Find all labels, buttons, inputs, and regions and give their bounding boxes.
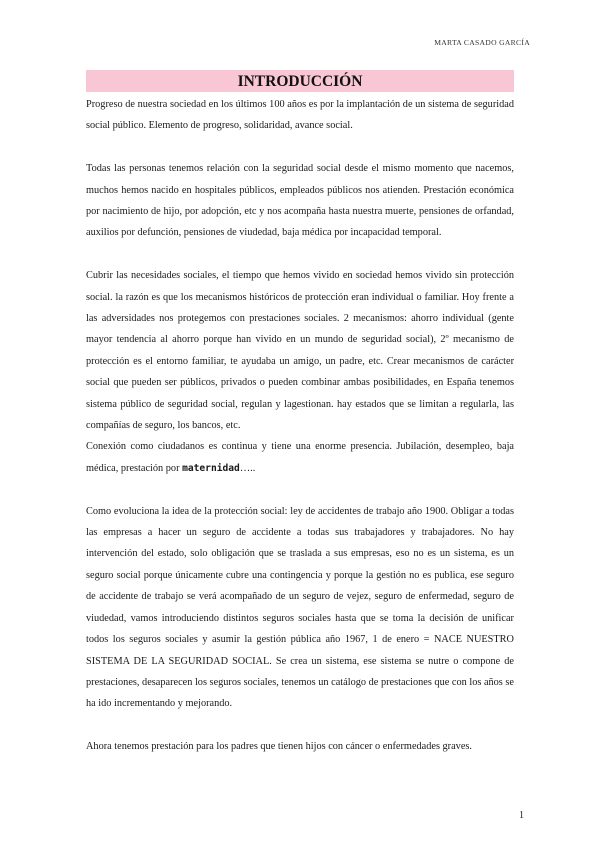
page-title: INTRODUCCIÓN: [237, 73, 363, 90]
paragraph-4-text: Conexión como ciudadanos es continua y tiene una enorme presencia. Jubilación, desempleo, baja médica, prestación por: [86, 441, 514, 474]
page-number: 1: [519, 810, 524, 821]
paragraph-4: [86, 436, 514, 479]
paragraph-1: Progreso de nuestra sociedad en los últimos 100 años es por la implantación de un sistema de seguridad social público. Elemento de progreso, solidaridad, avance social.: [86, 99, 514, 132]
paragraph-5: Como evoluciona la idea de la protección social: ley de accidentes de trabajo año 1900. Obligar a todas las empresas a hacer un seguro de accidente a todas sus trabajadores y trabajadores. No hay intervención del estado, solo obligación que se traslada a sus empresas, eso no es un sistema, es un seguro social porque únicamente cubre una contingencia y porque la gestión no es publica, ese seguro de accidente de trabajo se verá acompañado de un seguro de vejez, seguro de enfermedad, seguro de viudedad, vamos introduciendo distintos seguros sociales hasta que se toma la decisión de unificar todos los seguros sociales y asumir la gestión pública año 1967, 1 de enero = NACE NUESTRO SISTEMA DE LA SEGURIDAD SOCIAL. Se crea un sistema, ese sistema se nutre o compone de prestaciones, desaparecen los seguros sociales, tenemos un catálogo de prestaciones que con los años se ha ido incrementando y mejorando.: [86, 505, 514, 710]
document-body: [86, 94, 514, 758]
paragraph-2: Todas las personas tenemos relación con la seguridad social desde el mismo momento que nacemos, muchos hemos nacido en hospitales públicos, empleados públicos nos atienden. Prestación económica por nacimiento de hijo, por adopción, etc y nos acompaña hasta nuestra muerte, pensiones de orfandad, auxilios por defunción, pensiones de viudedad, baja médica por incapacidad temporal.: [86, 163, 514, 239]
paragraph-4-ellipsis: …..: [239, 462, 256, 474]
running-header-author: MARTA CASADO GARCÍA: [434, 38, 530, 47]
paragraph-6: Ahora tenemos prestación para los padres que tienen hijos con cáncer o enfermedades graves.: [86, 741, 472, 753]
paragraph-3: Cubrir las necesidades sociales, el tiempo que hemos vivido en sociedad hemos vivido sin protección social. la razón es que los mecanismos históricos de protección eran individual o familiar. Hoy frente a las adversidades nos protegemos con prestaciones sociales. 2 mecanismos: ahorro individual (gente mayor tendencia al ahorro porque han vivido en un mundo de seguridad social), 2º mecanismo de protección es el entorno familiar, te ayudaba un amigo, un padre, etc. Crear mecanismos de carácter social que pueden ser públicos, privados o pueden combinar ambas posibilidades, en España tenemos sistema público de seguridad social, regulan y lagestionan. hay estados que se limitan a regularla, las compañías de seguro, los bancos, etc.: [86, 270, 514, 432]
emphasis-maternidad: maternidad: [182, 462, 240, 474]
